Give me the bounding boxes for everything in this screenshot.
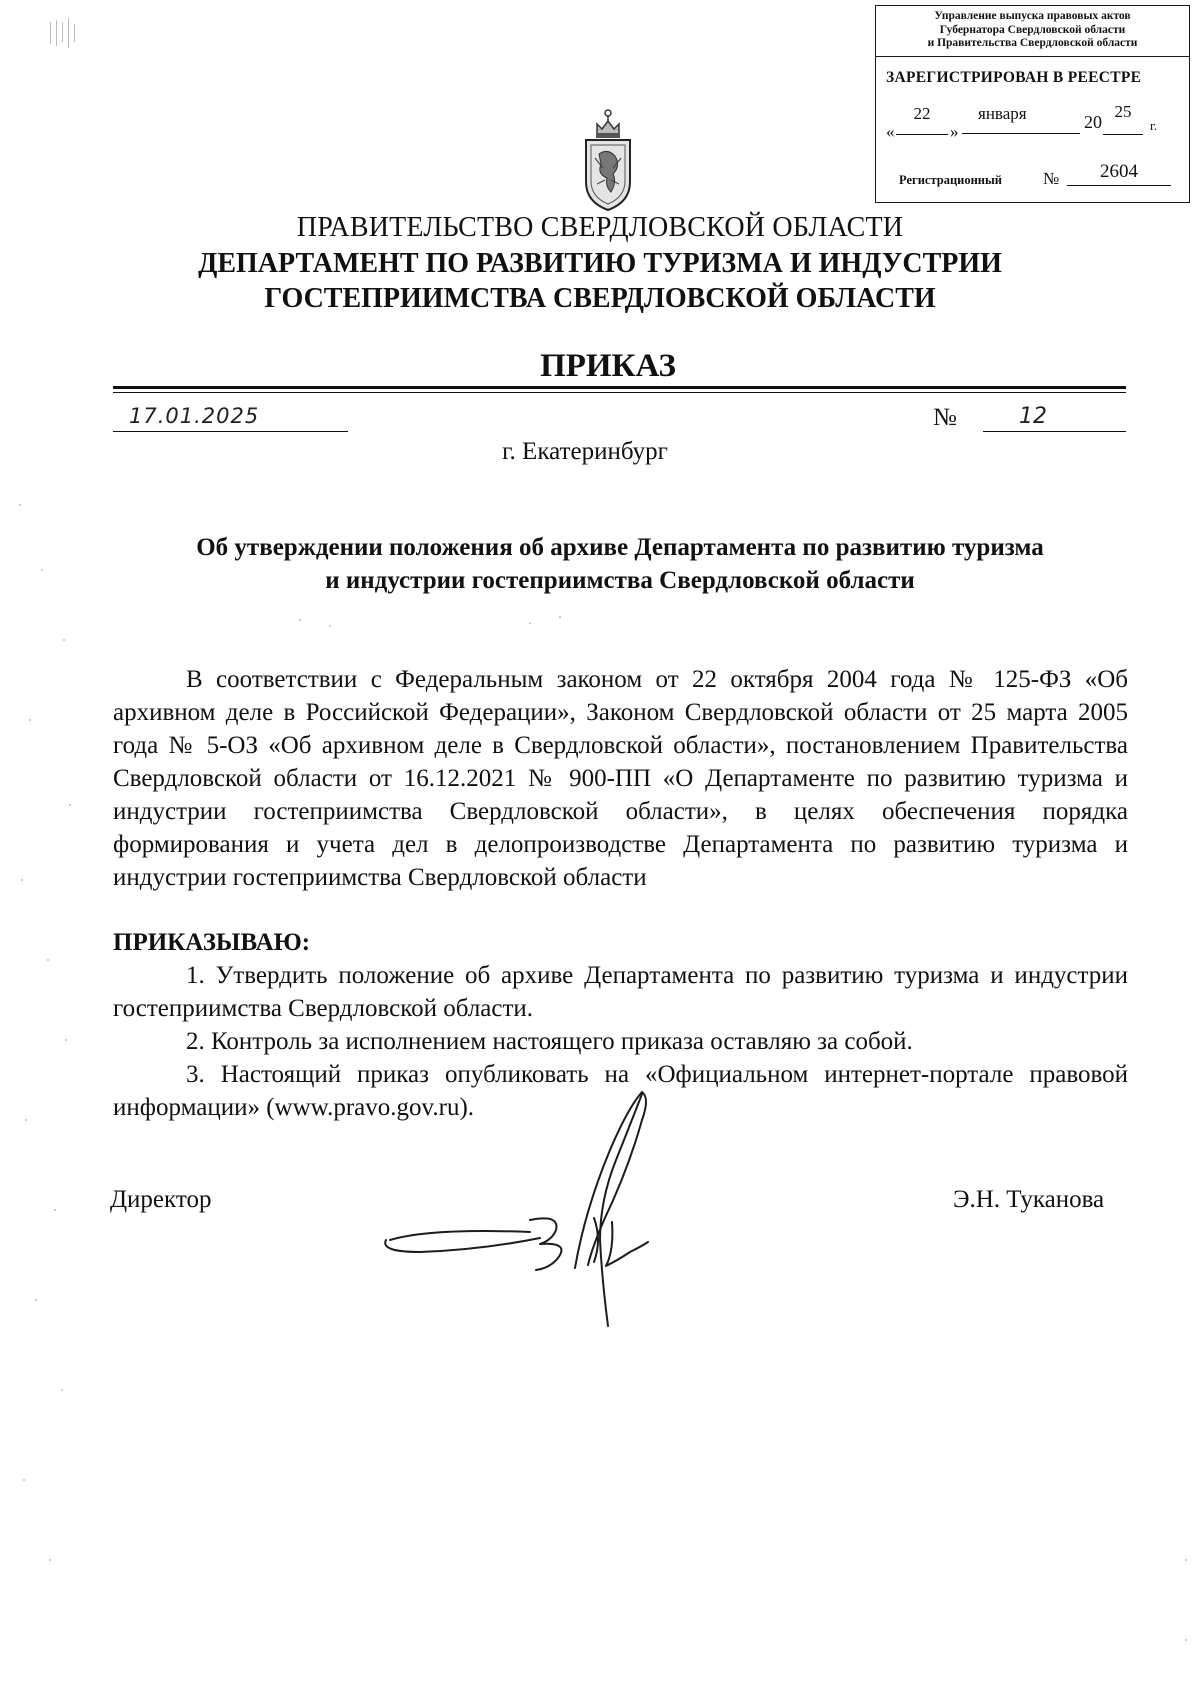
header-rule-thin	[113, 392, 1126, 393]
order-number-sign: №	[933, 404, 957, 431]
registration-year-prefix: 20	[1084, 112, 1102, 132]
stamp-header-line: Управление выпуска правовых актов	[934, 10, 1131, 22]
handwritten-signature	[380, 1090, 700, 1330]
registration-number-value: 2604	[1067, 161, 1171, 186]
order-city: г. Екатеринбург	[502, 438, 668, 465]
registration-date	[886, 102, 1186, 141]
department-name-line1: ДЕПАРТАМЕНТ ПО РАЗВИТИЮ ТУРИЗМА И ИНДУСТРИИ	[198, 248, 1002, 279]
registration-number-label: Регистрационный	[899, 173, 1002, 187]
government-name: ПРАВИТЕЛЬСТВО СВЕРДЛОВСКОЙ ОБЛАСТИ	[296, 212, 904, 243]
stamp-header-line: Губернатора Свердловской области	[939, 23, 1126, 36]
registration-stamp-header	[876, 6, 1189, 57]
order-number: 12	[983, 404, 1126, 432]
close-quote: »	[950, 122, 959, 141]
registration-day: 22	[896, 104, 948, 135]
registration-stamp	[875, 5, 1190, 203]
order-directive-word: ПРИКАЗЫВАЮ:	[113, 929, 311, 956]
document-type-title: ПРИКАЗ	[540, 348, 676, 384]
stamp-header-line: и Правительства Свердловской области	[927, 37, 1138, 49]
order-subject-line1: Об утверждении положения об архиве Департамента по развитию туризма	[196, 534, 1044, 561]
signatory-name: Э.Н. Туканова	[953, 1186, 1105, 1213]
order-item: 2. Контроль за исполнением настоящего приказа оставляю за собой.	[186, 1028, 913, 1055]
order-preamble: В соответствии с Федеральным законом от 22 октября 2004 года № 125-ФЗ «Об архивном деле в Российской Федерации», Законом Свердловской области от 25 марта 2005 года № 5-ОЗ «Об архивном деле в Свердловской области», постановлением Правительства Свердловской области от 16.12.2021 № 900-ПП «О Департаменте по развитию туризма и индустрии гостеприимства Свердловской области», в целях обеспечения порядка формирования и учета дел в делопроизводстве Департамента по развитию туризма и индустрии гостеприимства Свердловской области	[113, 666, 1128, 891]
registration-year-abbr: г.	[1150, 118, 1158, 133]
registration-year: 25	[1103, 102, 1143, 135]
number-sign: №	[1043, 169, 1060, 188]
registration-month: января	[962, 104, 1080, 134]
open-quote: «	[886, 122, 895, 141]
order-date: 17.01.2025	[113, 404, 348, 432]
registration-number	[899, 161, 1179, 191]
header-rule-thick	[113, 386, 1126, 389]
signatory-role: Директор	[110, 1186, 212, 1213]
department-name-line2: ГОСТЕПРИИМСТВА СВЕРДЛОВСКОЙ ОБЛАСТИ	[264, 283, 936, 314]
order-item: 3. Настоящий приказ опубликовать на «Официальном интернет-портале правовой информации» (www.pravo.gov.ru).	[113, 1061, 1128, 1121]
registration-title: ЗАРЕГИСТРИРОВАН В РЕЕСТРЕ	[886, 69, 1142, 86]
order-item: 1. Утвердить положение об архиве Департамента по развитию туризма и индустрии гостеприимства Свердловской области.	[113, 962, 1128, 1022]
coat-of-arms-icon	[583, 108, 633, 212]
order-subject-line2: и индустрии гостеприимства Свердловской области	[325, 567, 915, 594]
